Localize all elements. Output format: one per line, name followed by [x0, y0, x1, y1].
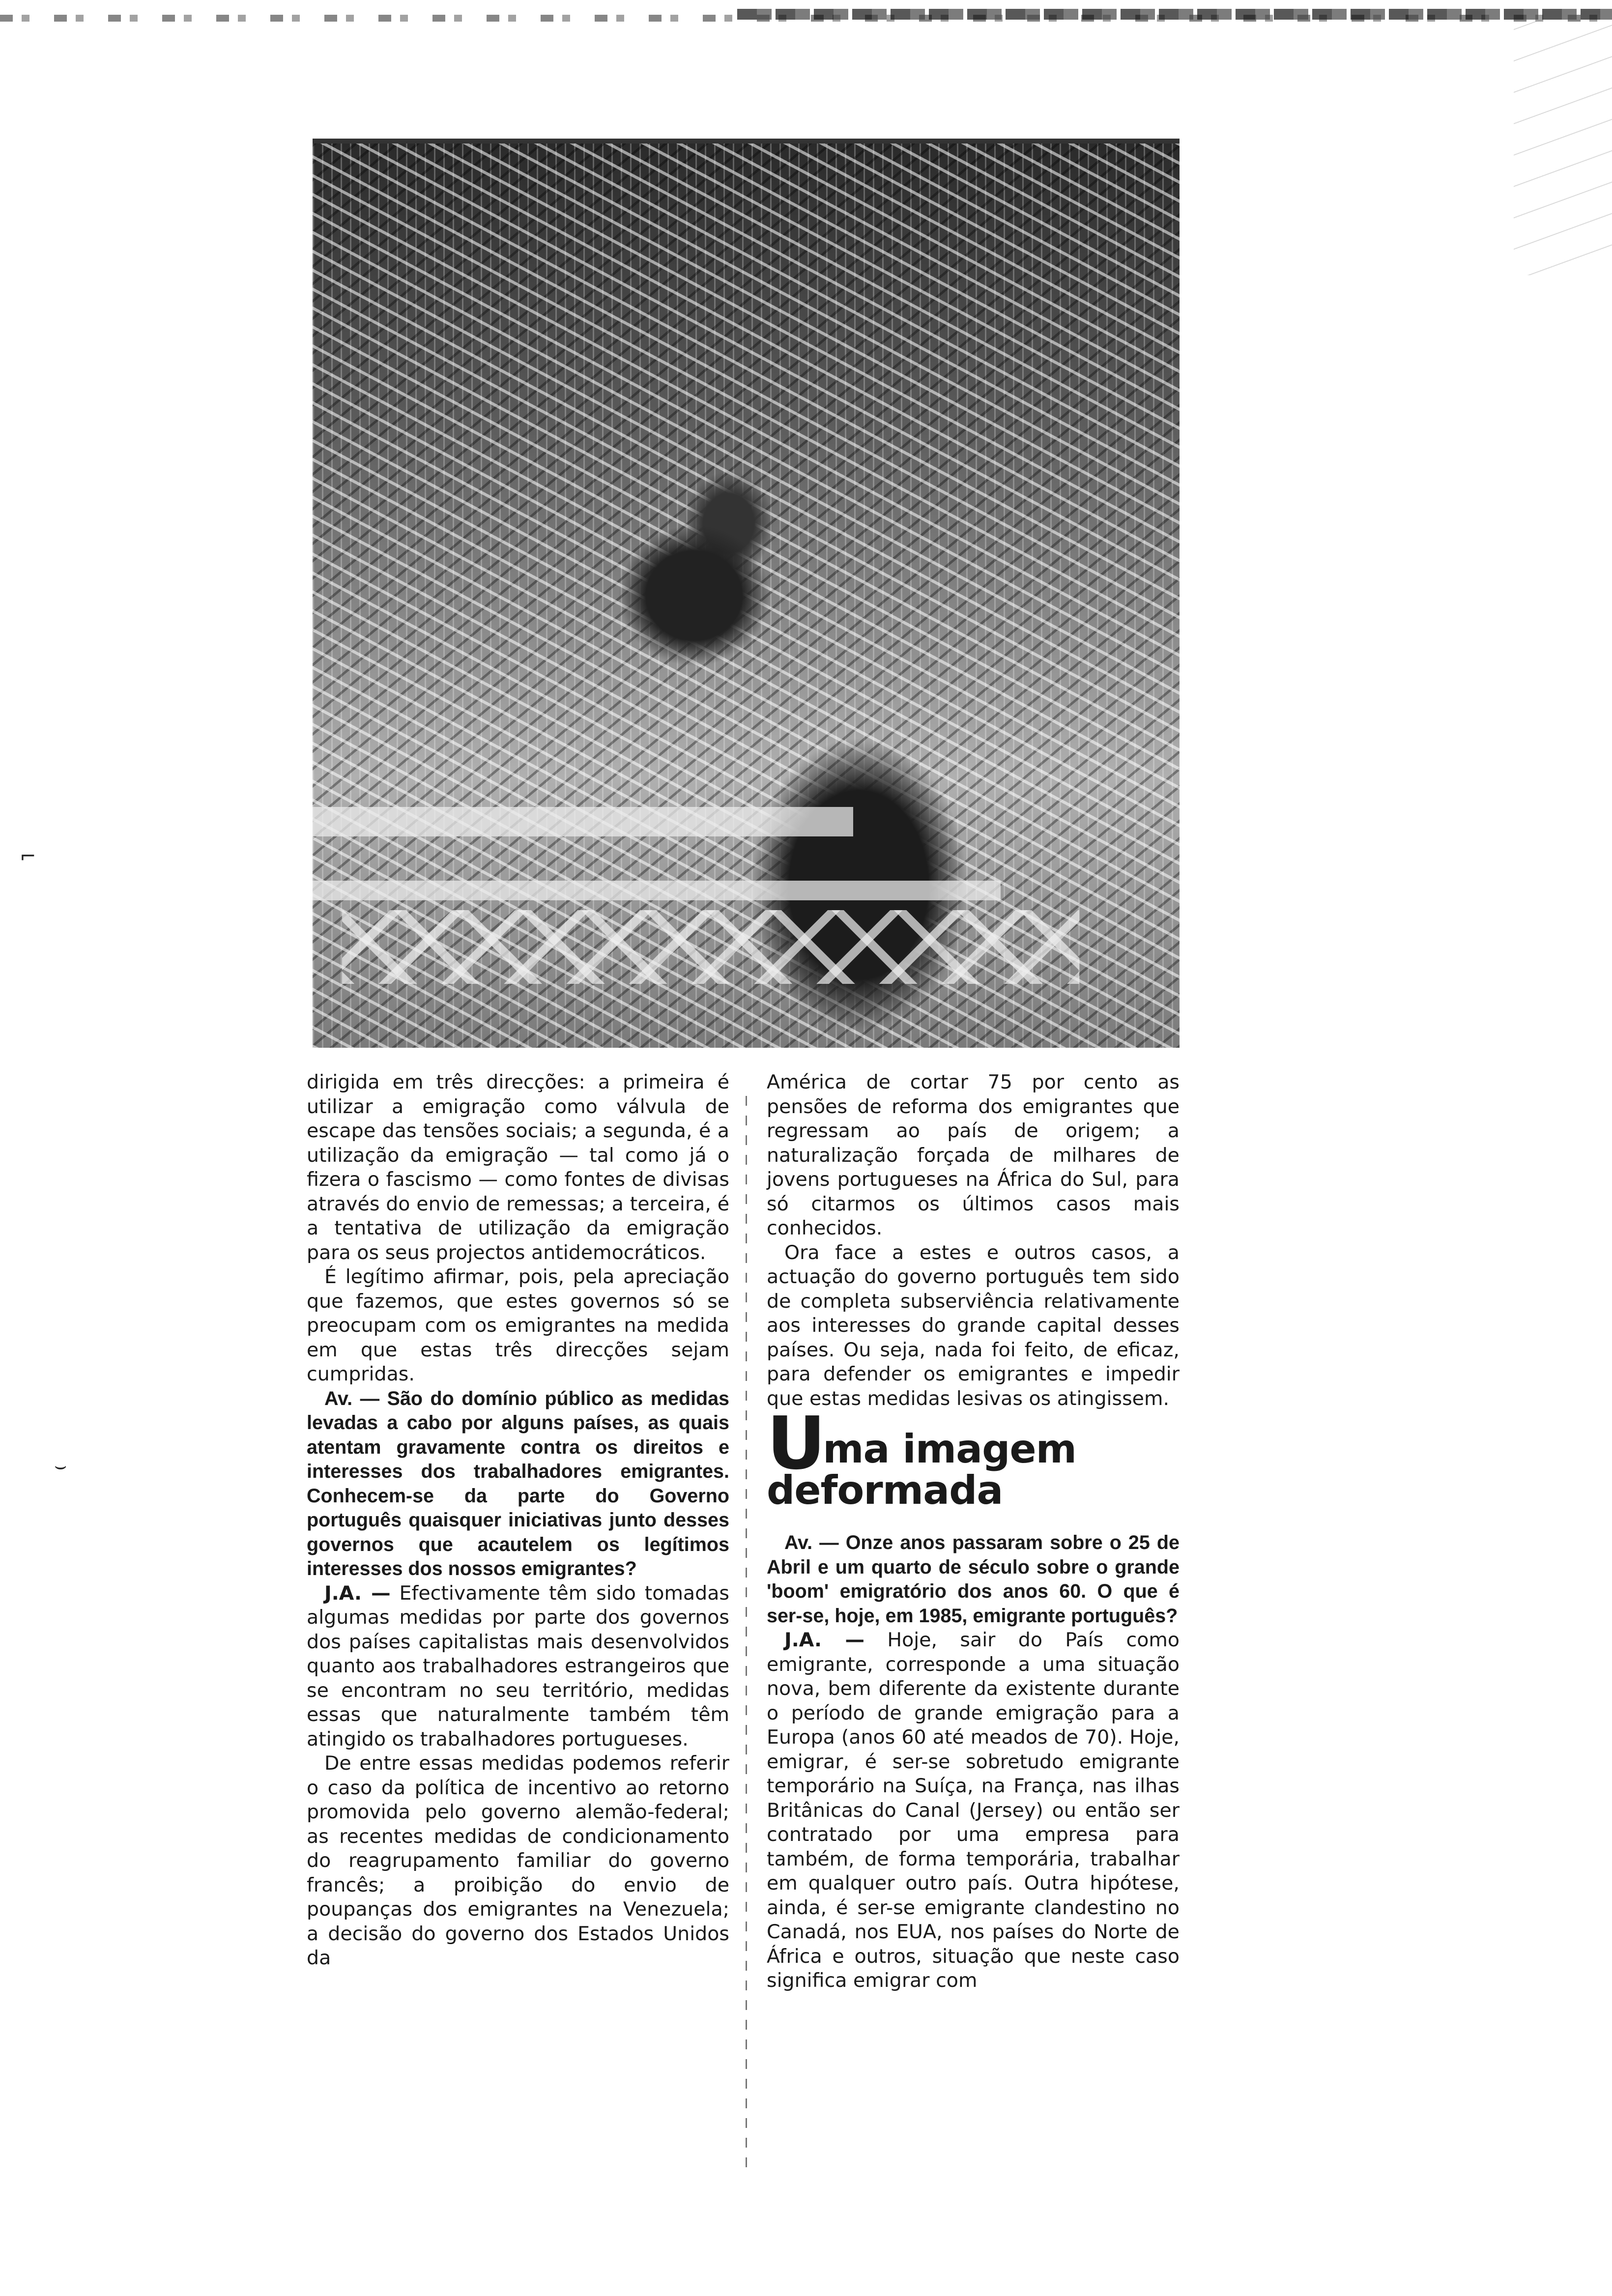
photo-beam: [313, 881, 1001, 900]
photo-beam: [313, 807, 853, 836]
headline-initial: U: [767, 1401, 823, 1486]
interview-answer: [307, 1581, 729, 1752]
question-text: São do domínio público as medidas levadas a cabo por alguns países, as quais atentam gravamente contra os direitos e interesses dos trabalhadores emigrantes. Conhecem-se da parte do Governo português quaisquer iniciativas junto desses governos que acautelem os legítimos interesses dos nossos emigrantes?: [307, 1387, 730, 1579]
photocopy-top-edge-dark: [737, 9, 1612, 20]
interview-question: [767, 1531, 1180, 1628]
margin-mark: ⌣: [54, 1455, 67, 1477]
paragraph: dirigida em três direcções: a primeira é utilizar a emigração como válvula de escape das tensões sociais; a segunda, é a utilização da emigração — tal como já o fizera o fascismo — como fontes de divisas através do envio de remessas; a terceira, é a tentativa de utilização da emigração para os seus projectos antidemocráticos.: [307, 1071, 729, 1264]
headline-line1: ma imagem: [823, 1426, 1077, 1472]
paragraph: De entre essas medidas podemos referir o caso da política de incentivo ao retorno promovida pelo governo alemão-federal; as recentes medidas de condicionamento do reagrupamento familiar do governo francês; a proibição do envio de poupanças dos emigrantes na Venezuela; a decisão do governo dos Estados Unidos da: [307, 1752, 729, 1969]
paragraph: É legítimo afirmar, pois, pela apreciação que fazemos, que estes governos só se preocupam com os emigrantes na medida em que estas três direcções sejam cumpridas.: [307, 1265, 729, 1385]
speaker-label: Av. —: [784, 1532, 839, 1553]
photocopy-right-edge: [1514, 20, 1612, 275]
headline-line2: deformada: [767, 1467, 1003, 1513]
answer-text: Hoje, sair do País como emigrante, corresponde a uma situação nova, bem diferente da existente durante o período de grande emigração para a Europa (anos 60 até meados de 70). Hoje, emigrar, é ser-se sobretudo emigrante temporário na Suíça, na França, nas ilhas Britânicas do Canal (Jersey) ou então ser contratado por uma empresa para também, de forma temporária, trabalhar em qualquer outro país. Outra hipótese, ainda, é ser-se emigrante clandestino no Canadá, nos EUA, nos países do Norte de África e outros, situação que neste caso significa emigrar com: [767, 1629, 1180, 1992]
article-left-column: [307, 1070, 729, 1971]
speaker-label: J.A. —: [324, 1581, 391, 1605]
answer-text: Efectivamente têm sido tomadas algumas medidas por parte dos governos dos países capitalistas mais desenvolvidos quanto aos trabalhadores estrangeiros que se encontram no seu território, medidas essas que naturalmente também têm atingido os trabalhadores portugueses.: [307, 1581, 729, 1751]
photo-truss: [342, 910, 1079, 984]
article-photograph: [313, 139, 1180, 1048]
paragraph: Ora face a estes e outros casos, a actuação do governo português tem sido de completa subserviência relativamente aos interesses do grande capital desses países. Ou seja, nada foi feito, de eficaz, para defender os emigrantes e impedir que estas medidas lesivas os atingissem.: [767, 1241, 1180, 1410]
interview-answer: [767, 1628, 1180, 1993]
interview-question: [307, 1387, 729, 1581]
article-right-column: [767, 1070, 1180, 1993]
column-divider: [746, 1096, 747, 2177]
speaker-label: Av. —: [324, 1387, 380, 1409]
speaker-label: J.A. —: [784, 1629, 865, 1651]
question-text: Onze anos passaram sobre o 25 de Abril e um quarto de século sobre o grande 'boom' emigratório dos anos 60. O que é ser-se, hoje, em 1985, emigrante português?: [767, 1532, 1180, 1627]
margin-mark: ⌐: [20, 845, 36, 868]
paragraph: América de cortar 75 por cento as pensões de reforma dos emigrantes que regressam ao país de origem; a naturalização forçada de milhares de jovens portugueses na África do Sul, para só citarmos os últimos casos mais conhecidos.: [767, 1071, 1180, 1239]
section-headline: [767, 1401, 1180, 1513]
